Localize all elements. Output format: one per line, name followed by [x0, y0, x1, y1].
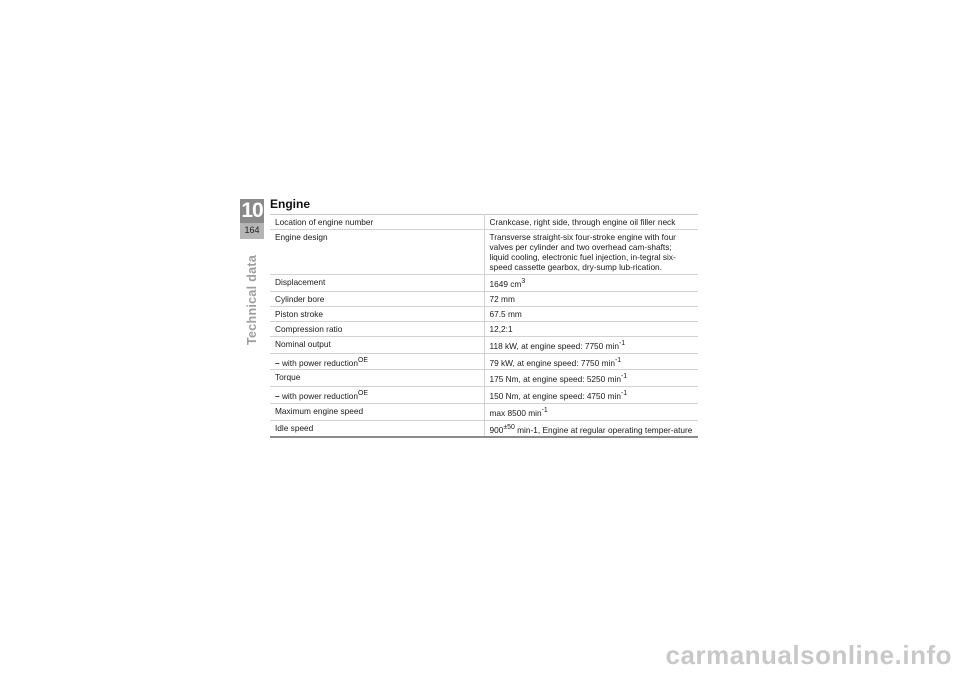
- spec-value-text: 900: [489, 424, 504, 435]
- spec-label: [270, 291, 484, 306]
- spec-label: [270, 353, 484, 370]
- spec-label-text: Location of engine number: [275, 217, 374, 227]
- spec-label: [270, 275, 484, 292]
- spec-row: [270, 420, 698, 437]
- spec-row: [270, 403, 698, 420]
- value-superscript: ±50: [503, 423, 515, 431]
- spec-label: [270, 215, 484, 230]
- spec-value-text: Transverse straight-six four-stroke engine with four valves per cylinder and two overhead cam-shafts; liquid cooling, electronic fuel injection, in-tegral six-speed cassette gearbox, dry-sump lub-rication.: [489, 232, 676, 272]
- spec-label-text: Compression ratio: [275, 323, 343, 334]
- spec-label: [270, 306, 484, 321]
- spec-row: [270, 275, 698, 292]
- spec-label: [270, 387, 484, 404]
- spec-value-text: 79 kW, at engine speed: 7750 min: [489, 357, 615, 368]
- spec-value-text: 12,2:1: [489, 323, 513, 334]
- value-superscript: -1: [618, 339, 626, 347]
- spec-row: [270, 387, 698, 404]
- dash-bullet: –: [275, 390, 280, 401]
- optional-equipment-mark: OE: [358, 356, 369, 364]
- spec-value: [484, 306, 698, 321]
- spec-label-text: with power reduction: [281, 390, 359, 401]
- spec-label: [270, 370, 484, 387]
- value-superscript: 3: [521, 278, 526, 285]
- spec-value-text: Crankcase, right side, through engine oil filler neck: [489, 217, 676, 227]
- spec-row: [270, 321, 698, 336]
- spec-value-text: 67.5 mm: [489, 308, 522, 319]
- dash-bullet: –: [275, 357, 280, 368]
- spec-value: [484, 230, 698, 275]
- spec-label: [270, 321, 484, 336]
- spec-table-body: [270, 215, 698, 438]
- spec-label-text: Maximum engine speed: [275, 405, 364, 416]
- spec-row: [270, 230, 698, 275]
- spec-value-text: max 8500 min: [489, 407, 542, 418]
- spec-label: [270, 420, 484, 437]
- spec-value-text: 175 Nm, at engine speed: 5250 min: [489, 374, 621, 385]
- spec-value-text: 72 mm: [489, 293, 515, 304]
- spec-label-text: Displacement: [275, 277, 326, 287]
- spec-label-text: Engine design: [275, 232, 328, 242]
- chapter-number: 10: [241, 199, 263, 222]
- optional-equipment-mark: OE: [358, 390, 369, 398]
- spec-row: [270, 336, 698, 353]
- spec-value-text: 118 kW, at engine speed: 7750 min: [489, 340, 619, 351]
- spec-label-text: Idle speed: [275, 422, 314, 433]
- spec-value: [484, 370, 698, 387]
- watermark: carmanualsonline.info: [665, 640, 952, 670]
- spec-value: [484, 403, 698, 420]
- spec-row: [270, 306, 698, 321]
- spec-value: [484, 215, 698, 230]
- spec-value: [484, 420, 698, 437]
- spec-value-suffix: min-1, Engine at regular operating temper-ature: [514, 424, 693, 435]
- spec-label-text: Nominal output: [275, 338, 331, 349]
- spec-label-text: Piston stroke: [275, 308, 323, 319]
- spec-value: [484, 291, 698, 306]
- spec-row: [270, 291, 698, 306]
- spec-value: [484, 321, 698, 336]
- spec-row: [270, 353, 698, 370]
- spec-row: [270, 215, 698, 230]
- engine-spec-table: [270, 214, 698, 438]
- value-superscript: -1: [541, 406, 548, 414]
- value-superscript: -1: [620, 373, 628, 381]
- spec-value: [484, 387, 698, 404]
- spec-label-text: with power reduction: [281, 357, 359, 368]
- spec-label: [270, 230, 484, 275]
- spec-label: [270, 336, 484, 353]
- spec-label-text: Cylinder bore: [275, 293, 325, 304]
- page-number: 164: [240, 223, 264, 239]
- spec-value-text: 150 Nm, at engine speed: 4750 min: [489, 390, 621, 401]
- spec-value-text: 1649 cm: [489, 278, 522, 289]
- value-superscript: -1: [620, 390, 628, 398]
- spec-value: [484, 275, 698, 292]
- value-superscript: -1: [614, 356, 622, 364]
- chapter-tab: [240, 199, 264, 239]
- spec-row: [270, 370, 698, 387]
- chapter-side-label: Technical data: [245, 254, 259, 345]
- spec-value: [484, 336, 698, 353]
- section-title: Engine: [270, 197, 311, 211]
- spec-label: [270, 403, 484, 420]
- spec-value: [484, 353, 698, 370]
- spec-label-text: Torque: [275, 372, 301, 383]
